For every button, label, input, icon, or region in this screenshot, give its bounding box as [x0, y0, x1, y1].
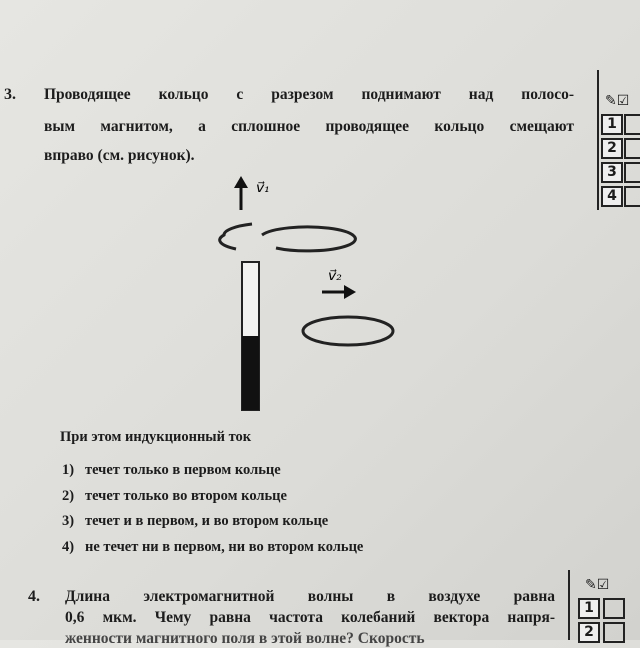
option-1: [62, 462, 281, 479]
option-number: 1): [62, 462, 75, 478]
v1-label: v⃗₁: [256, 180, 270, 196]
figure-magnet-rings: [180, 170, 420, 420]
velocity-arrow-up: [234, 176, 248, 210]
option-text: течет и в первом, и во втором кольце: [84, 513, 329, 529]
option-text: не течет ни в первом, ни во втором кольце: [84, 539, 364, 555]
question-text-line: женности магнитного поля в этой волне? Скорость: [65, 630, 425, 647]
answer-box-label: 2: [601, 138, 623, 159]
option-number: 2): [62, 488, 75, 504]
question-number: 4.: [28, 588, 40, 605]
answer-box-label: 3: [601, 162, 623, 183]
question-text-line: 0,6 мкм. Чему равна частота колебаний вектора напря-: [65, 609, 555, 626]
split-ring: [220, 224, 356, 251]
option-number: 3): [62, 513, 75, 529]
question-text-line: Длина электромагнитной волны в воздухе равна: [65, 588, 555, 605]
bar-magnet: [242, 262, 259, 410]
answer-box-label: 4: [601, 186, 623, 207]
option-number: 4): [62, 539, 75, 555]
margin-divider: [597, 70, 599, 210]
answer-checkbox[interactable]: [624, 114, 640, 135]
pencil-check-icon: ✎☑: [605, 94, 630, 109]
margin-divider: [568, 570, 570, 640]
answer-checkbox[interactable]: [603, 598, 625, 619]
solid-ring: [303, 317, 393, 345]
pencil-check-icon: ✎☑: [585, 578, 610, 593]
velocity-arrow-right: [322, 285, 356, 299]
option-2: [62, 488, 287, 505]
answer-checkbox[interactable]: [624, 162, 640, 183]
option-text: течет только в первом кольце: [84, 462, 281, 478]
answer-checkbox[interactable]: [624, 138, 640, 159]
answer-checkbox[interactable]: [624, 186, 640, 207]
answer-box-label: 1: [578, 598, 600, 619]
question-number: 3.: [4, 86, 16, 103]
question-prompt: При этом индукционный ток: [60, 429, 252, 445]
answer-box-label: 2: [578, 622, 600, 643]
question-text-line: вым магнитом, а сплошное проводящее кольцо смещают: [44, 118, 574, 135]
question-text-line: вправо (см. рисунок).: [44, 147, 195, 164]
option-text: течет только во втором кольце: [84, 488, 287, 504]
v2-label: v⃗₂: [328, 268, 342, 284]
question-text-line: Проводящее кольцо с разрезом поднимают над полосо-: [44, 86, 574, 103]
answer-box-label: 1: [601, 114, 623, 135]
option-3: [62, 513, 328, 530]
option-4: [62, 539, 363, 556]
